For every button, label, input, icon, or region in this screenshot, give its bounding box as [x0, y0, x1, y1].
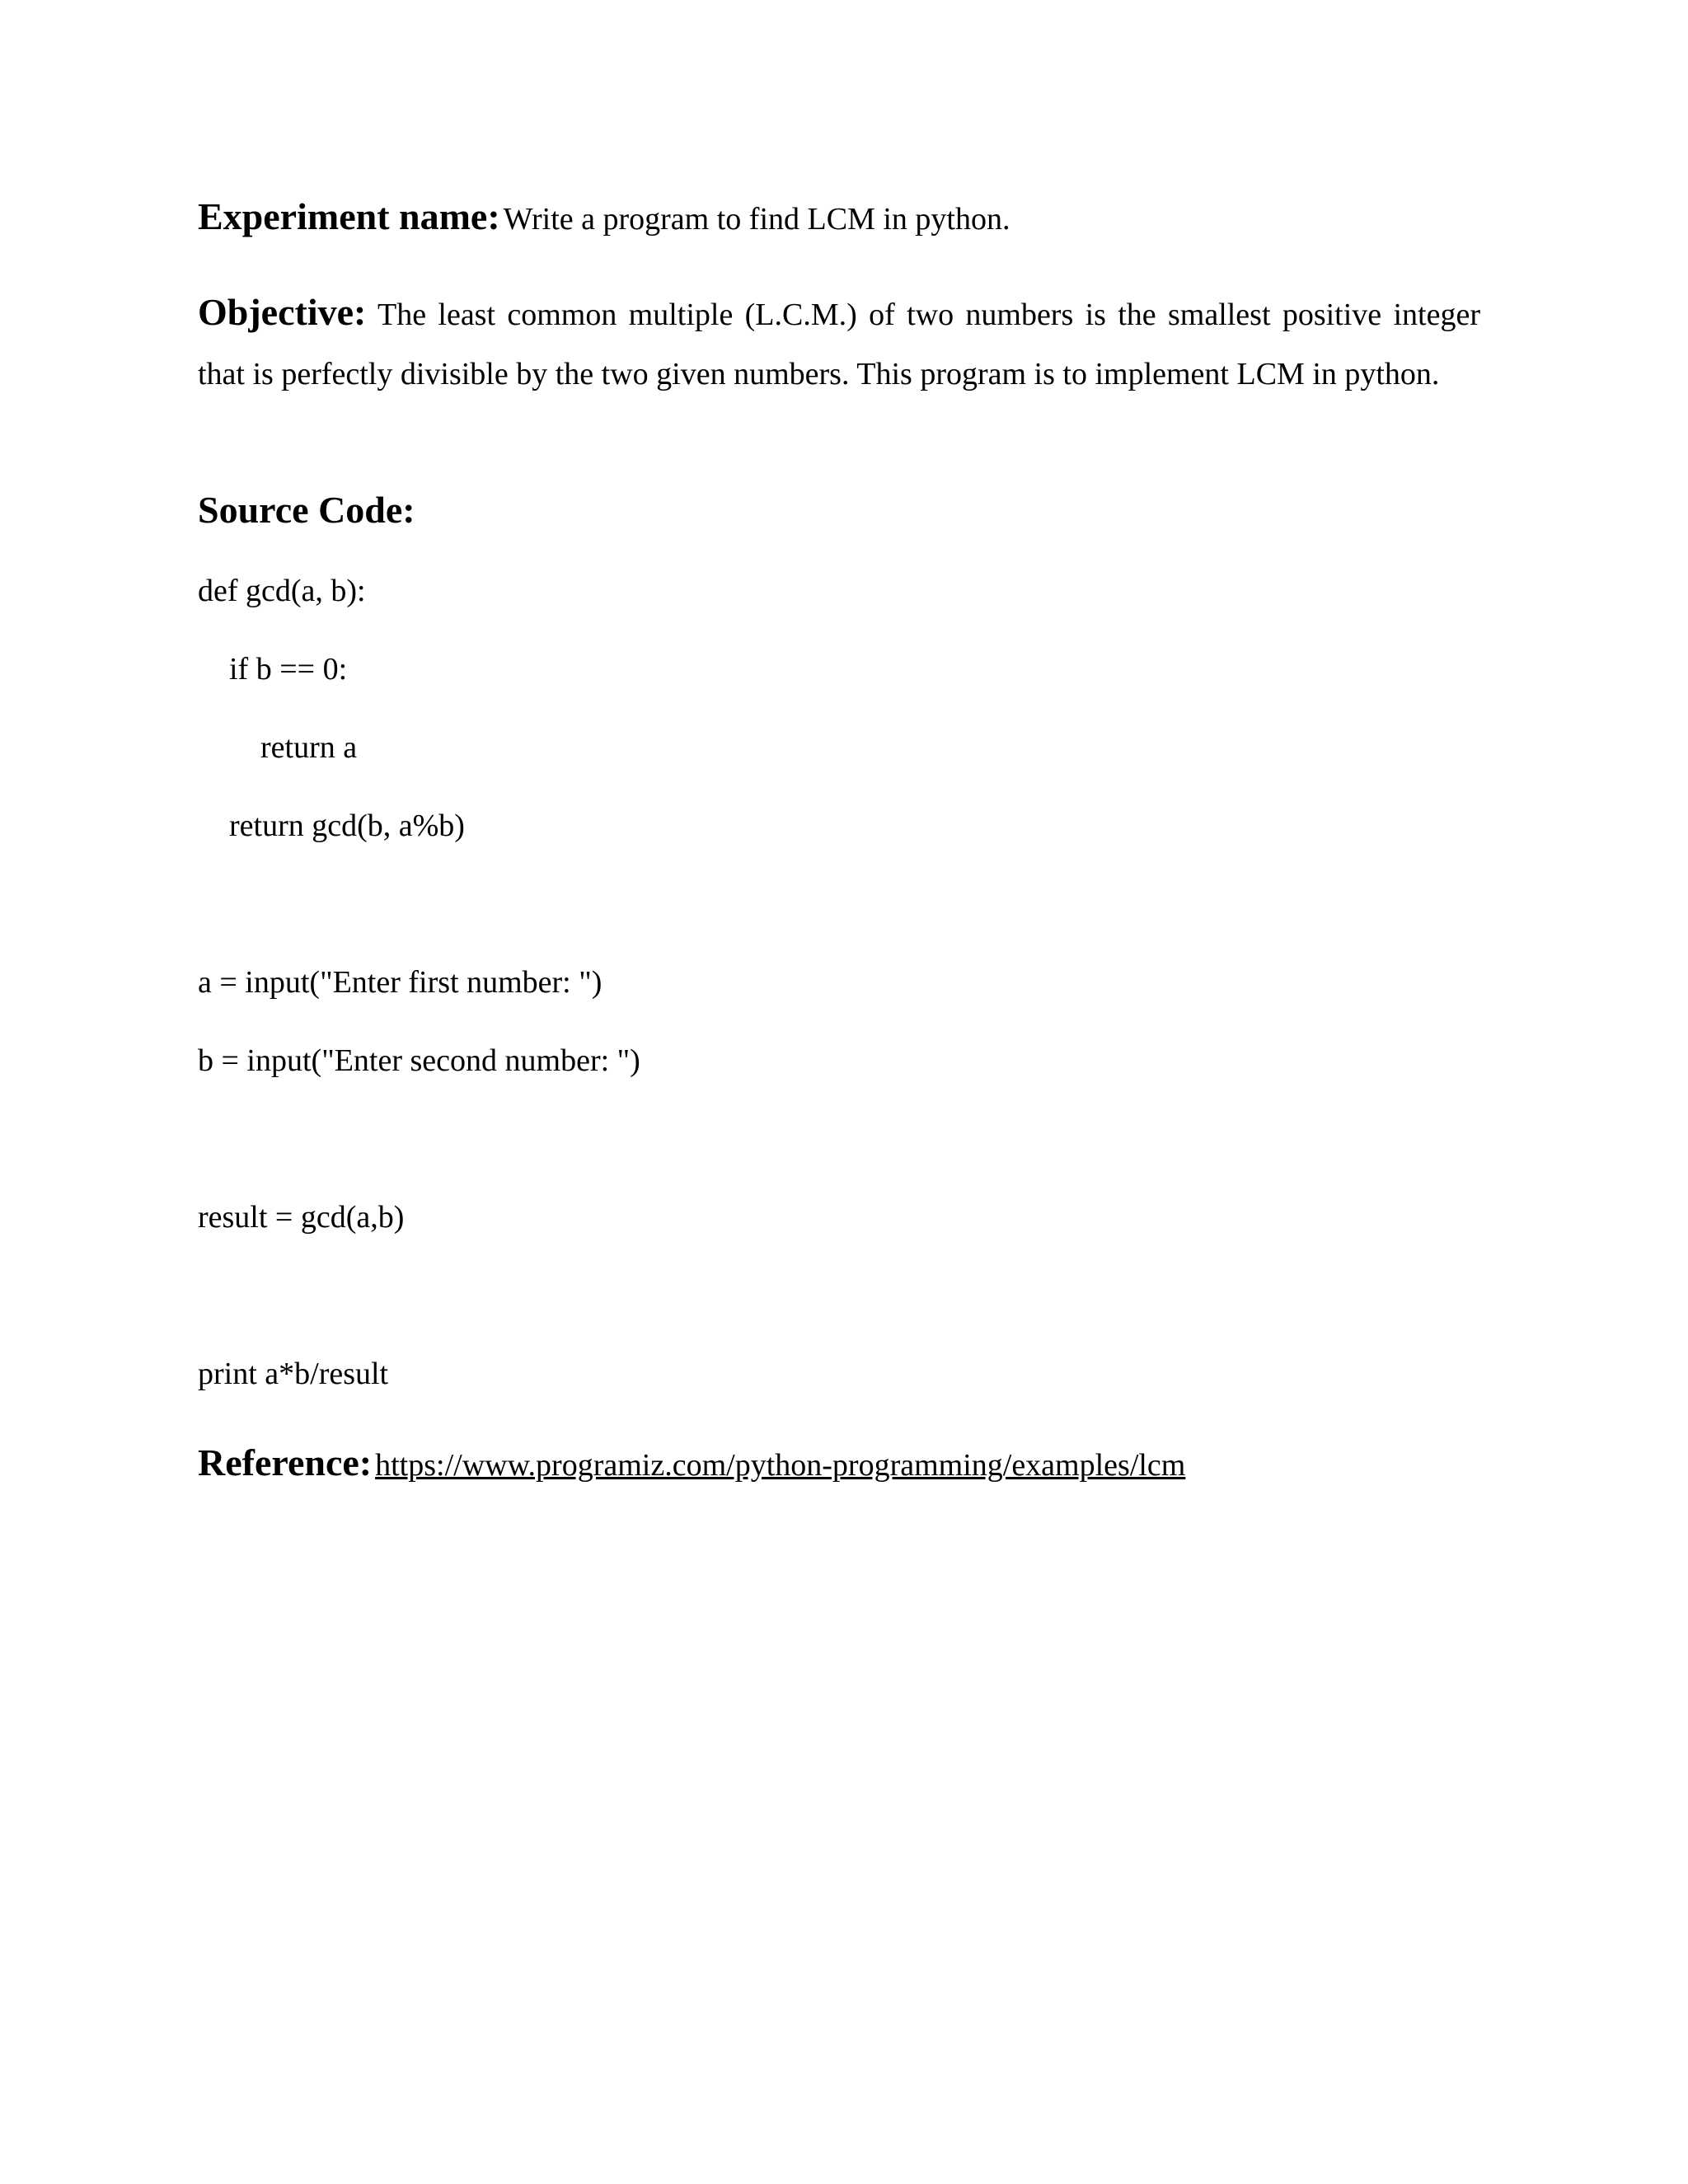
code-line: if b == 0:	[198, 652, 348, 687]
code-line: return gcd(b, a%b)	[198, 808, 465, 843]
objective-paragraph	[198, 285, 1480, 404]
objective-label: Objective:	[198, 291, 367, 333]
source-code-label: Source Code:	[198, 489, 415, 531]
code-line: print a*b/result	[198, 1357, 389, 1391]
code-line: a = input("Enter first number: ")	[198, 965, 603, 1000]
source-code-heading	[198, 491, 1480, 529]
experiment-name-label: Experiment name:	[198, 195, 500, 237]
reference-label: Reference:	[198, 1441, 373, 1483]
code-line: return a	[198, 730, 358, 765]
code-line: result = gcd(a,b)	[198, 1200, 405, 1235]
code-line: b = input("Enter second number: ")	[198, 1043, 640, 1078]
experiment-name-value: Write a program to find LCM in python.	[503, 202, 1010, 237]
reference-link[interactable]: https://www.programiz.com/python-programming/examples/lcm	[375, 1448, 1186, 1483]
reference-line	[198, 1441, 1480, 1483]
code-line: def gcd(a, b):	[198, 574, 366, 608]
objective-text: The least common multiple (L.C.M.) of two numbers is the smallest positive integer that is perfectly divisible by the two given numbers. This program is to implement LCM in python.	[198, 298, 1480, 391]
experiment-name-line	[198, 195, 1480, 237]
